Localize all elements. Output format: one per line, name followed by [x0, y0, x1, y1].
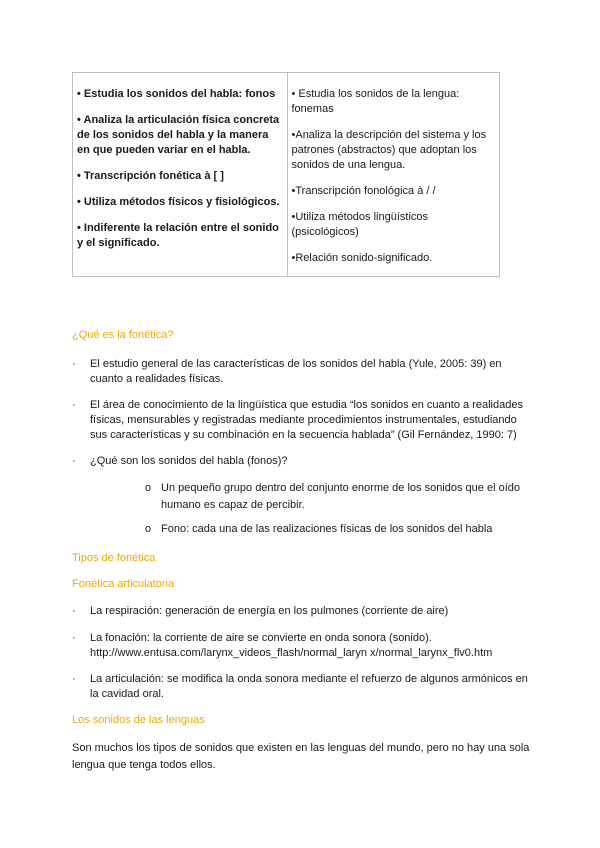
table-cell-item: • Transcripción fonética à [ ] [77, 170, 224, 182]
bullet-mark: · [72, 673, 76, 685]
list-item-text: La respiración: generación de energía en los pulmones (corriente de aire) [90, 605, 449, 617]
list-item-text: El estudio general de las características de los sonidos del habla (Yule, 2005: 39) en cuanto a realidades físicas. [90, 358, 502, 385]
bullet-mark: · [72, 358, 76, 370]
bullet-mark: · [72, 399, 76, 411]
list-item [72, 357, 532, 387]
body-paragraph: Son muchos los tipos de sonidos que existen en las lenguas del mundo, pero no hay una sola lengua que tenga todos ellos. [72, 742, 530, 771]
section-heading-tipos: Tipos de fonética [72, 552, 156, 564]
bullet-mark: · [72, 632, 76, 644]
list-item [72, 672, 532, 702]
list-item [72, 604, 532, 619]
table-cell-item: • Utiliza métodos físicos y fisiológicos. [77, 196, 280, 208]
list-item [72, 631, 532, 661]
comparison-table [72, 72, 500, 277]
sub-list-item [145, 480, 535, 514]
sub-list-item [145, 521, 535, 538]
table-cell-item: •Relación sonido-significado. [291, 252, 433, 264]
sub-list-item-text: Fono: cada una de las realizaciones físicas de los sonidos del habla [161, 523, 493, 535]
phonology-column [287, 73, 500, 277]
sub-bullet-mark: o [145, 482, 152, 494]
table-cell-item: • Estudia los sonidos del habla: fonos [77, 88, 276, 100]
list-item-text: La articulación: se modifica la onda sonora mediante el refuerzo de algunos armónicos en la cavidad oral. [90, 673, 528, 700]
table-cell-item: • Estudia los sonidos de la lengua: fonemas [291, 88, 460, 115]
bullet-mark: · [72, 605, 76, 617]
sub-bullet-mark: o [145, 523, 152, 535]
list-item [72, 454, 532, 469]
table-cell-item: • Indiferente la relación entre el sonido y el significado. [77, 222, 279, 249]
section-heading-que-es-fonetica: ¿Qué es la fonética? [72, 329, 174, 341]
sub-list-item-text: Un pequeño grupo dentro del conjunto enorme de los sonidos que el oído humano es capaz de percibir. [161, 482, 520, 511]
table-row [73, 73, 500, 277]
table-cell-item: •Analiza la descripción del sistema y los patrones (abstractos) que adoptan los sonidos de una lengua. [291, 129, 487, 171]
table-cell-item: •Utiliza métodos lingüísticos (psicológicos) [291, 211, 429, 238]
section-heading-articulatoria: Fonética articulatoria [72, 578, 175, 590]
list-item-text: La fonación: la corriente de aire se convierte en onda sonora (sonido). http://www.entusa.com/larynx_videos_flash/normal_laryn x/normal_larynx_flv0.htm [90, 632, 493, 659]
phonetics-column [73, 73, 288, 277]
table-cell-item: • Analiza la articulación física concreta de los sonidos del habla y la manera en que pueden variar en el habla. [77, 114, 280, 156]
section-heading-sonidos-lenguas: Los sonidos de las lenguas [72, 714, 205, 726]
bullet-mark: · [72, 455, 76, 467]
list-item-text: ¿Qué son los sonidos del habla (fonos)? [90, 455, 288, 467]
list-item [72, 398, 532, 443]
list-item-text: El área de conocimiento de la lingüística que estudia “los sonidos en cuanto a realidades físicas, mensurables y registradas mediante procedimientos instrumentales, estudiando sus características y su combinación en la secuencia hablada” (Gil Fernández, 1990: 7) [90, 399, 523, 441]
table-cell-item: •Transcripción fonológica à / / [291, 185, 436, 197]
